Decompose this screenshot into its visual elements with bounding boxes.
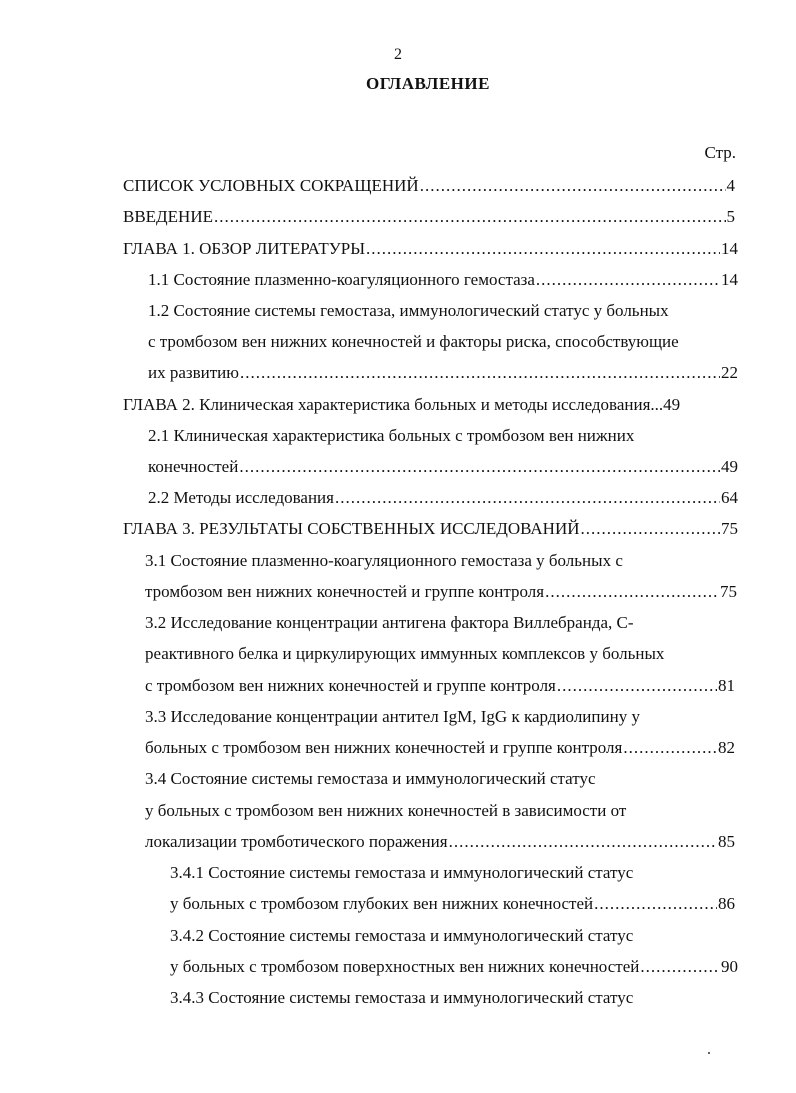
toc-entry-text: 2.1 Клиническая характеристика больных с тромбозом вен нижних xyxy=(148,426,635,445)
toc-entry xyxy=(170,987,633,1009)
toc-entry xyxy=(145,831,735,853)
toc-entry xyxy=(170,862,633,884)
toc-entry-text: 3.2 Исследование концентрации антигена фактора Виллебранда, С- xyxy=(145,613,634,632)
toc-entry xyxy=(123,518,738,540)
toc-entry-text: ВВЕДЕНИЕ xyxy=(123,207,213,226)
toc-leader xyxy=(335,487,720,509)
toc-entry xyxy=(123,175,735,197)
toc-entry xyxy=(145,581,737,603)
toc-entry-page: 14 xyxy=(721,270,738,289)
toc-entry-text: 3.4.1 Состояние системы гемостаза и иммунологический статус xyxy=(170,863,634,882)
toc-entry xyxy=(148,331,679,353)
toc-entry-text: у больных с тромбозом поверхностных вен нижних конечностей xyxy=(170,957,640,976)
toc-leader xyxy=(623,737,717,759)
toc-entry xyxy=(145,706,640,728)
toc-entry-text: у больных с тромбозом вен нижних конечностей в зависимости от xyxy=(145,801,627,820)
toc-entry-page: 75 xyxy=(720,582,737,601)
toc-entry-text: реактивного белка и циркулирующих иммунных комплексов у больных xyxy=(145,644,665,663)
toc-entry xyxy=(148,456,738,478)
toc-entry-page: 64 xyxy=(721,488,738,507)
toc-entry-page: 90 xyxy=(721,957,738,976)
toc-entry-page: 14 xyxy=(721,239,738,258)
toc-entry xyxy=(170,893,735,915)
toc-entry xyxy=(145,612,634,634)
toc-leader xyxy=(557,675,717,697)
toc-entry-text: конечностей xyxy=(148,457,239,476)
toc-entry xyxy=(148,269,738,291)
toc-entry xyxy=(145,550,623,572)
toc-leader xyxy=(420,175,726,197)
toc-entry xyxy=(145,768,596,790)
toc-leader xyxy=(640,956,720,978)
toc-entry-page: 85 xyxy=(718,832,735,851)
toc-leader xyxy=(536,269,720,291)
toc-leader xyxy=(545,581,719,603)
toc-entry-page: 4 xyxy=(726,176,735,195)
toc-entry-text: 1.1 Состояние плазменно-коагуляционного гемостаза xyxy=(148,270,535,289)
toc-entry-text: 3.1 Состояние плазменно-коагуляционного гемостаза у больных с xyxy=(145,551,623,570)
toc-entry-page: 49 xyxy=(663,395,681,414)
toc-entry-text: локализации тромботического поражения xyxy=(145,832,448,851)
toc-entry-text: их развитию xyxy=(148,363,239,382)
toc-entry-page: 75 xyxy=(721,519,738,538)
toc-entry xyxy=(148,487,738,509)
toc-entry-page: 82 xyxy=(718,738,735,757)
toc-entry-text: тромбозом вен нижних конечностей и группе контроля xyxy=(145,582,545,601)
toc-entry-text: 2.2 Методы исследования xyxy=(148,488,334,507)
toc-entry-text: 3.4.3 Состояние системы гемостаза и иммунологический статус xyxy=(170,988,634,1007)
scan-speck xyxy=(708,1052,710,1054)
toc-entry-page: 5 xyxy=(726,207,735,226)
toc-entry xyxy=(145,643,664,665)
toc-leader xyxy=(366,238,720,260)
page-number: 2 xyxy=(394,46,402,63)
toc-entry-text: ГЛАВА 2. Клиническая характеристика больных и методы исследования... xyxy=(123,395,664,414)
toc-entry-text: с тромбозом вен нижних конечностей и группе контроля xyxy=(145,676,556,695)
toc-entry xyxy=(145,675,735,697)
toc-entry xyxy=(123,238,738,260)
toc-leader xyxy=(581,518,720,540)
toc-entry-page: 86 xyxy=(718,894,735,913)
toc-entry xyxy=(148,425,634,447)
toc-entry-text: ГЛАВА 1. ОБЗОР ЛИТЕРАТУРЫ xyxy=(123,239,366,258)
page-column-label: Стр. xyxy=(704,143,736,162)
toc-entry-text: СПИСОК УСЛОВНЫХ СОКРАЩЕНИЙ xyxy=(123,176,419,195)
toc-entry-text: ГЛАВА 3. РЕЗУЛЬТАТЫ СОБСТВЕННЫХ ИССЛЕДОВАНИЙ xyxy=(123,519,580,538)
toc-title: ОГЛАВЛЕНИЕ xyxy=(366,74,490,93)
toc-entry-text: 3.4 Состояние системы гемостаза и иммунологический статус xyxy=(145,769,596,788)
toc-entry-page: 49 xyxy=(721,457,738,476)
toc-leader xyxy=(214,206,726,228)
toc-entry-page: 81 xyxy=(718,676,735,695)
toc-entry-text: с тромбозом вен нижних конечностей и факторы риска, способствующие xyxy=(148,332,679,351)
toc-leader xyxy=(594,893,717,915)
toc-entry-text: 3.3 Исследование концентрации антител IgM, IgG к кардиолипину у xyxy=(145,707,640,726)
toc-entry xyxy=(123,206,735,228)
toc-leader xyxy=(240,362,720,384)
toc-entry xyxy=(170,956,738,978)
toc-entry-page: 22 xyxy=(721,363,738,382)
toc-leader xyxy=(449,831,717,853)
toc-leader xyxy=(239,456,720,478)
toc-entry xyxy=(148,300,669,322)
toc-entry xyxy=(148,362,738,384)
toc-entry-text: больных с тромбозом вен нижних конечностей и группе контроля xyxy=(145,738,623,757)
toc-entry xyxy=(145,800,626,822)
toc-entry xyxy=(170,925,633,947)
toc-entry-text: 3.4.2 Состояние системы гемостаза и иммунологический статус xyxy=(170,926,634,945)
toc-entry xyxy=(123,394,738,416)
toc-entry-text: 1.2 Состояние системы гемостаза, иммунологический статус у больных xyxy=(148,301,669,320)
toc-entry xyxy=(145,737,735,759)
toc-entry-text: у больных с тромбозом глубоких вен нижних конечностей xyxy=(170,894,594,913)
